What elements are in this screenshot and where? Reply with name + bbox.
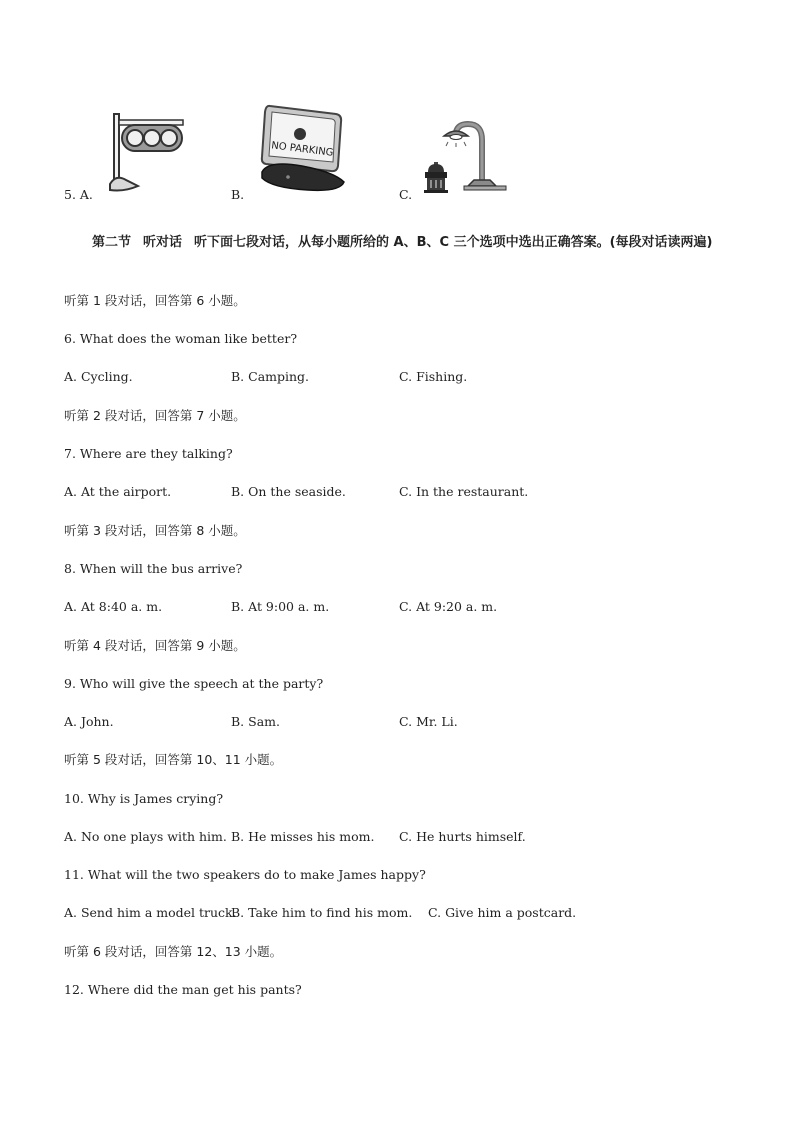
question-9: 9. Who will give the speech at the party? bbox=[64, 676, 324, 691]
q7-option-b: B. On the seaside. bbox=[231, 484, 346, 499]
sign-text: NO PARKING bbox=[270, 140, 334, 159]
q10-option-c: C. He hurts himself. bbox=[399, 829, 526, 844]
question-7: 7. Where are they talking? bbox=[64, 446, 233, 461]
q9-option-c: C. Mr. Li. bbox=[399, 714, 458, 729]
directive-5: 听第 5 段对话，回答第 10、11 小题。 bbox=[64, 752, 283, 767]
q9-option-b: B. Sam. bbox=[231, 714, 280, 729]
q7-option-c: C. In the restaurant. bbox=[399, 484, 529, 499]
q8-option-b: B. At 9:00 a. m. bbox=[231, 599, 330, 614]
q10-option-a: A. No one plays with him. bbox=[64, 829, 227, 844]
q6-option-b: B. Camping. bbox=[231, 369, 310, 384]
directive-3: 听第 3 段对话，回答第 8 小题。 bbox=[64, 523, 246, 538]
q11-option-c: C. Give him a postcard. bbox=[428, 905, 577, 920]
q5-label-c: C. bbox=[399, 187, 413, 202]
section-name: 听对话 bbox=[143, 235, 183, 250]
directive-2: 听第 2 段对话，回答第 7 小题。 bbox=[64, 408, 246, 423]
q5-label-b: B. bbox=[231, 187, 245, 202]
q11-option-a: A. Send him a model truck. bbox=[64, 905, 237, 920]
directive-6: 听第 6 段对话，回答第 12、13 小题。 bbox=[64, 944, 283, 959]
directive-1: 听第 1 段对话，回答第 6 小题。 bbox=[64, 293, 246, 308]
q8-option-c: C. At 9:20 a. m. bbox=[399, 599, 498, 614]
question-12: 12. Where did the man get his pants? bbox=[64, 982, 302, 997]
q5-label-a: 5. A. bbox=[64, 187, 93, 202]
q9-option-a: A. John. bbox=[64, 714, 114, 729]
question-8: 8. When will the bus arrive? bbox=[64, 561, 243, 576]
section-title: 第二节 bbox=[92, 235, 132, 250]
q6-option-c: C. Fishing. bbox=[399, 369, 468, 384]
q7-option-a: A. At the airport. bbox=[64, 484, 172, 499]
question-10: 10. Why is James crying? bbox=[64, 791, 224, 806]
section-heading bbox=[64, 230, 744, 256]
q8-option-a: A. At 8:40 a. m. bbox=[64, 599, 163, 614]
q6-option-a: A. Cycling. bbox=[64, 369, 133, 384]
section-instruction: 听下面七段对话，从每小题所给的 A、B、C 三个选项中选出正确答案。(每段对话读两遍) bbox=[194, 235, 713, 250]
directive-4: 听第 4 段对话，回答第 9 小题。 bbox=[64, 638, 246, 653]
traffic-light-icon bbox=[104, 110, 188, 192]
question-11: 11. What will the two speakers do to make James happy? bbox=[64, 867, 426, 882]
q10-option-b: B. He misses his mom. bbox=[231, 829, 375, 844]
q11-option-b: B. Take him to find his mom. bbox=[231, 905, 413, 920]
no-parking-sign-icon bbox=[258, 100, 348, 196]
question-6: 6. What does the woman like better? bbox=[64, 331, 298, 346]
street-lamp-icon bbox=[424, 118, 510, 194]
hydrant-icon bbox=[424, 162, 448, 193]
